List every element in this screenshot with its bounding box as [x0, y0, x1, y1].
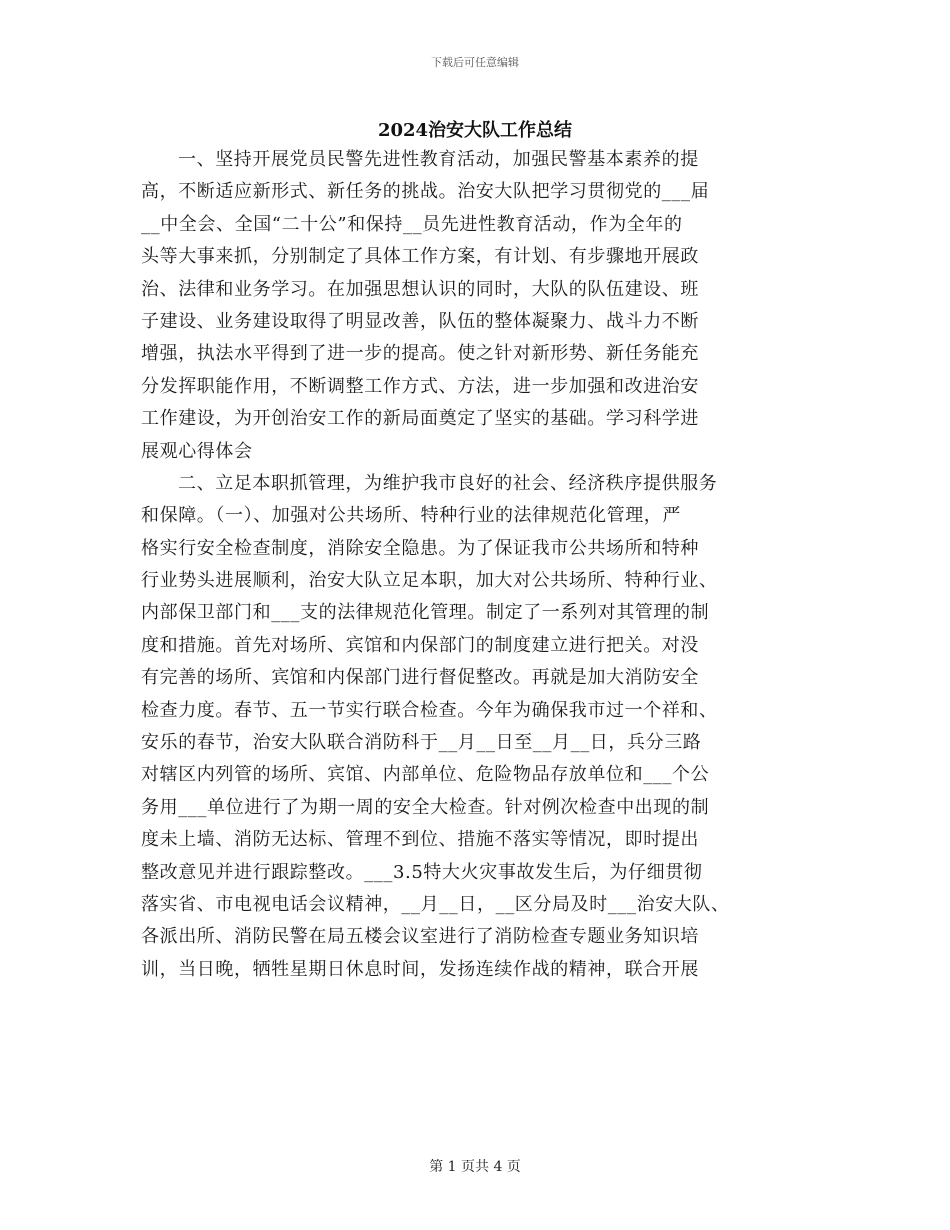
text-line: 高，不断适应新形式、新任务的挑战。治安大队把学习贯彻党的___届 [141, 181, 710, 203]
text-line: 一、坚持开展党员民警先进性教育活动，加强民警基本素养的提 [178, 149, 699, 170]
text-line: 务用___单位进行了为期一周的安全大检查。针对例次检查中出现的制 [141, 796, 710, 818]
text-line: 检查力度。春节、五一节实行联合检查。今年为确保我市过一个祥和、 [141, 699, 718, 721]
page-number: 第 1 页共 4 页 [429, 1159, 521, 1175]
text-line: 落实省、市电视电话会议精神，__月__日，__区分局及时___治安大队、 [141, 893, 730, 915]
text-line: 有完善的场所、宾馆和内保部门进行督促整改。再就是加大消防安全 [141, 667, 699, 689]
text-line: 头等大事来抓，分别制定了具体工作方案，有计划、有步骤地开展政 [141, 246, 699, 268]
text-line: 安乐的春节，治安大队联合消防科于__月__日至__月__日，兵分三路 [141, 732, 702, 754]
text-line: 内部保卫部门和___支的法律规范化管理。制定了一系列对其管理的制 [141, 602, 710, 624]
text-line: 展观心得体会 [141, 440, 253, 462]
page-header-note: 下载后可任意编辑 [431, 56, 519, 69]
document-title: 2024治安大队工作总结 [377, 120, 573, 141]
text-line: 训，当日晚，牺牲星期日休息时间，发扬连续作战的精神，联合开展 [141, 958, 699, 980]
text-line: 增强，执法水平得到了进一步的提高。使之针对新形势、新任务能充 [141, 343, 699, 365]
text-line: 和保障。（一）、加强对公共场所、特种行业的法律规范化管理，严 [141, 505, 681, 527]
text-line: 各派出所、消防民警在局五楼会议室进行了消防检查专题业务知识培 [141, 926, 699, 948]
text-line: 对辖区内列管的场所、宾馆、内部单位、危险物品存放单位和___个公 [141, 764, 710, 786]
text-line: 分发挥职能作用，不断调整工作方式、方法，进一步加强和改进治安 [141, 375, 699, 397]
text-line: 治、法律和业务学习。在加强思想认识的同时，大队的队伍建设、班 [141, 278, 699, 300]
text-line: 行业势头进展顺利，治安大队立足本职，加大对公共场所、特种行业、 [141, 570, 718, 592]
text-line: 度和措施。首先对场所、宾馆和内保部门的制度建立进行把关。对没 [141, 634, 699, 656]
document-body [141, 144, 811, 986]
text-line: __中全会、全国“二十公”和保持__员先进性教育活动，作为全年的 [141, 213, 683, 235]
text-line: 工作建设，为开创治安工作的新局面奠定了坚实的基础。学习科学进 [141, 408, 699, 430]
text-line: 格实行安全检查制度，消除安全隐患。为了保证我市公共场所和特种 [141, 537, 699, 559]
text-line: 度未上墙、消防无达标、管理不到位、措施不落实等情况，即时提出 [141, 829, 699, 851]
text-line: 二、立足本职抓管理，为维护我市良好的社会、经济秩序提供服务 [178, 472, 718, 494]
text-line: 整改意见并进行跟踪整改。___3.5特大火灾事故发生后，为仔细贯彻 [141, 861, 703, 883]
text-line: 子建设、业务建设取得了明显改善，队伍的整体凝聚力、战斗力不断 [141, 310, 699, 332]
